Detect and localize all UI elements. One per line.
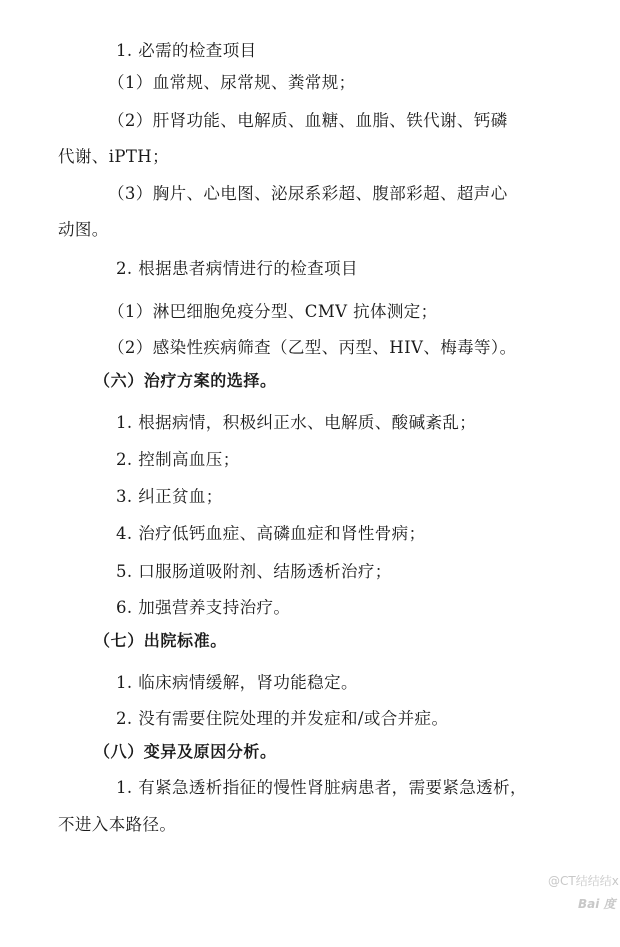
text-line: 1. 临床病情缓解，肾功能稳定。 xyxy=(116,673,358,692)
section-item-1-heading: 1. 必需的检查项目 xyxy=(116,41,257,60)
baidu-logo-icon: Bai 度 xyxy=(578,897,616,911)
text-line: 代谢、iPTH； xyxy=(58,147,169,166)
text-line: 动图。 xyxy=(58,220,109,239)
section-heading-6: （六）治疗方案的选择。 xyxy=(94,371,277,390)
text-line: （2）感染性疾病筛查（乙型、丙型、HIV、梅毒等）。 xyxy=(108,338,517,357)
text-line: 4. 治疗低钙血症、高磷血症和肾性骨病； xyxy=(116,524,426,543)
text-line: （1）淋巴细胞免疫分型、CMV 抗体测定； xyxy=(108,302,438,321)
text-line: 2. 没有需要住院处理的并发症和/或合并症。 xyxy=(116,709,449,728)
text-line: 3. 纠正贫血； xyxy=(116,487,223,506)
text-line: 5. 口服肠道吸附剂、结肠透析治疗； xyxy=(116,562,392,581)
text-line: （3）胸片、心电图、泌尿系彩超、腹部彩超、超声心 xyxy=(108,184,508,203)
text-line: 不进入本路径。 xyxy=(58,815,177,834)
section-heading-7: （七）出院标准。 xyxy=(94,631,227,650)
text-line: 1. 根据病情，积极纠正水、电解质、酸碱紊乱； xyxy=(116,413,477,432)
section-heading-8: （八）变异及原因分析。 xyxy=(94,742,277,761)
text-line: 6. 加强营养支持治疗。 xyxy=(116,598,291,617)
text-line: （1）血常规、尿常规、粪常规； xyxy=(108,73,356,92)
watermark-credit: @CT结结结x xyxy=(548,874,619,888)
section-item-2-heading: 2. 根据患者病情进行的检查项目 xyxy=(116,259,358,278)
text-line: 1. 有紧急透析指征的慢性肾脏病患者，需要紧急透析， xyxy=(116,778,527,797)
text-line: 2. 控制高血压； xyxy=(116,450,240,469)
text-line: （2）肝肾功能、电解质、血糖、血脂、铁代谢、钙磷 xyxy=(108,111,508,130)
